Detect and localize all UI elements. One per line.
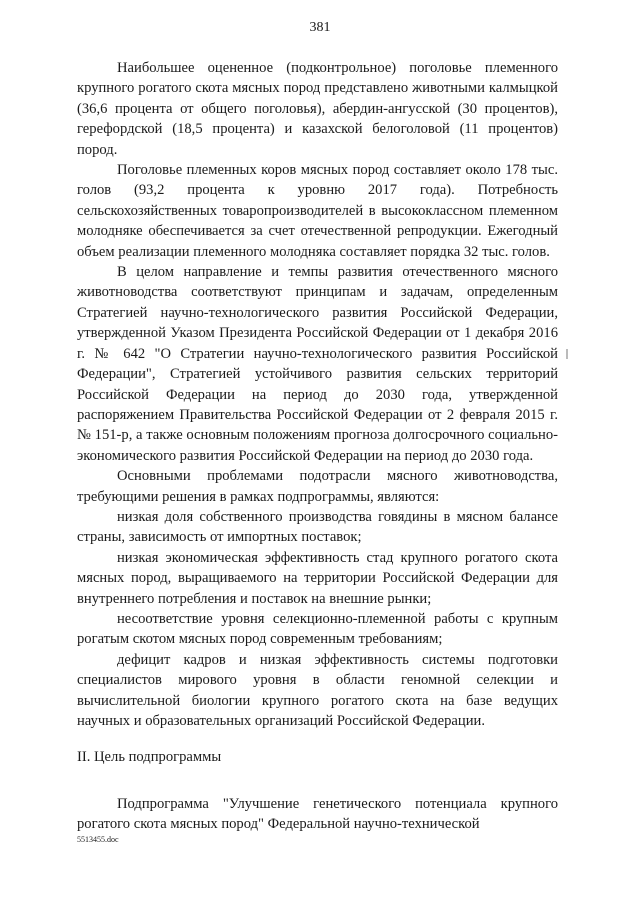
section-heading: II. Цель подпрограммы [77, 749, 222, 766]
paragraph: Подпрограмма "Улучшение генетического потенциала крупного рогатого скота мясных пород" Федеральной научно-технической [77, 795, 558, 833]
page-number: 381 [309, 20, 331, 35]
paragraph: Наибольшее оцененное (подконтрольное) поголовье племенного крупного рогатого скота мясных пород представлено животными калмыцкой (36,6 процента от общего поголовья), абердин-ангусской (30 процентов), герефордской (18,5 процента) и казахской белоголовой (11 процентов) пород. [77, 60, 558, 158]
list-item: низкая доля собственного производства говядины в мясном балансе страны, зависимость от импортных поставок; [77, 508, 558, 546]
document-body [77, 58, 558, 835]
paragraph: Основными проблемами подотрасли мясного животноводства, требующими решения в рамках подпрограммы, являются: [77, 468, 558, 505]
file-name-footer: 5513455.doc [77, 835, 119, 844]
paragraph: В целом направление и темпы развития отечественного мясного животноводства соответствуют принципам и задачам, определенным Стратегией научно-технологического развития Российской Федерации, утвержденной Указом Президента Российской Федерации от 1 декабря 2016 г. № 642 "О Стратегии научно-технологического развития Российской Федерации", Стратегией устойчивого развития сельских территорий Российской Федерации на период до 2030 года, утвержденной распоряжением Правительства Российской Федерации от 2 февраля 2015 г. № 151-р, а также основным положениям прогноза долгосрочного социально-экономического развития Российской Федерации на период до 2030 года. [77, 264, 558, 464]
list-item: несоответствие уровня селекционно-племенной работы с крупным рогатым скотом мясных пород современным требованиям; [77, 610, 558, 648]
list-item: дефицит кадров и низкая эффективность системы подготовки специалистов мирового уровня в области геномной селекции и вычислительной биологии крупного рогатого скота на базе ведущих научных и образовательных организаций Российской Федерации. [77, 651, 558, 729]
paragraph: Поголовье племенных коров мясных пород составляет около 178 тыс. голов (93,2 процента к уровню 2017 года). Потребность сельскохозяйственных товаропроизводителей в высококлассном племенном молодняке обеспечивается за счет отечественной репродукции. Ежегодный объем реализации племенного молодняка составляет порядка 32 тыс. голов. [77, 162, 558, 260]
list-item: низкая экономическая эффективность стад крупного рогатого скота мясных пород, выращиваемого на территории Российской Федерации для внутреннего потребления и поставок на внешние рынки; [77, 549, 558, 607]
scan-mark [566, 349, 568, 359]
